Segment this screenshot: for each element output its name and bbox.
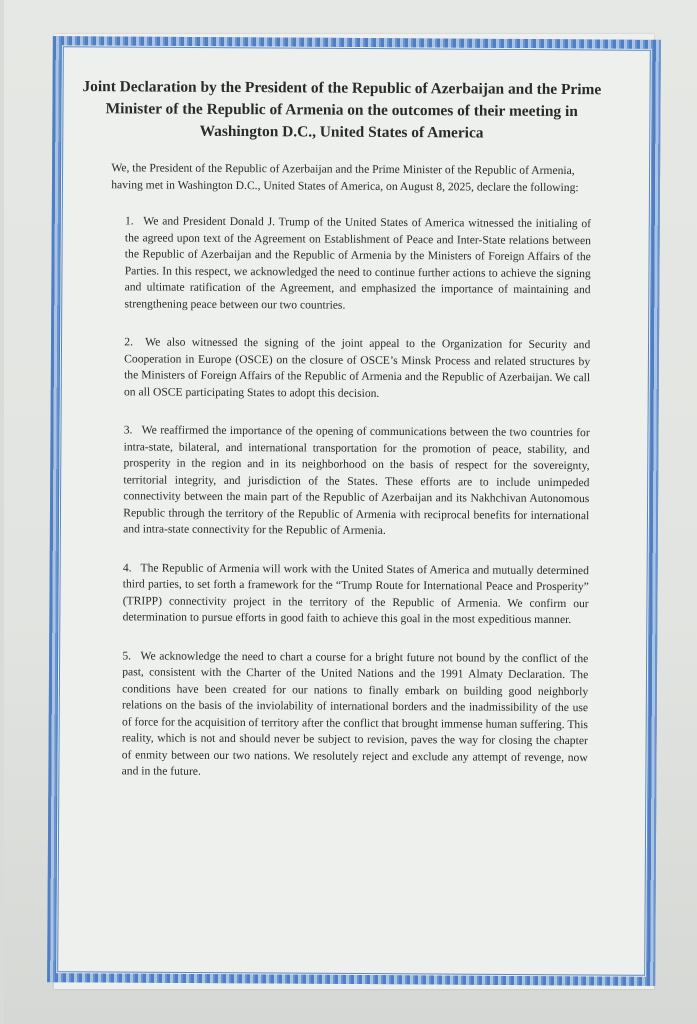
- paragraph-5: [122, 648, 589, 783]
- paragraph-number: 4.: [122, 560, 132, 574]
- document-title: Joint Declaration by the President of the Republic of Azerbaijan and the Prime Minister of the Republic of Armenia on the outcomes of their meeting in Washington D.C., United States of America: [82, 78, 602, 142]
- paragraph-text: We and President Donald J. Trump of the United States of America witnessed the initialing of the agreed upon text of the Agreement on Establishment of Peace and Inter-State relations between the Republic of Azerbaijan and the Republic of Armenia by the Ministers of Foreign Affairs of the Parties. In this respect, we acknowledged the need to continue further actions to achieve the signing and ultimate ratification of the Agreement, and emphasized the importance of maintaining and strengthening peace between our two countries.: [124, 214, 592, 312]
- intro-paragraph: We, the President of the Republic of Azerbaijan and the Prime Minister of the Republic of Armenia, having met in Washington D.C., United States of America, on August 8, 2025, declare the following:: [111, 161, 579, 194]
- paragraph-text: We acknowledge the need to chart a course for a bright future not bound by the conflict of the past, consistent with the Charter of the United Nations and the 1991 Almaty Declaration. The conditions have been created for our nations to finally embark on building good neighborly relations on the basis of the inviolability of international borders and the inadmissibility of the use of force for the acquisition of territory after the conflict that brought immense human suffering. This reality, which is not and should never be subject to revision, paves the way for closing the chapter of enmity between our two nations. We resolutely reject and exclude any attempt of revenge, now and in the future.: [121, 648, 589, 778]
- paragraph-3: [123, 422, 590, 540]
- paragraph-2: [124, 334, 590, 403]
- paragraph-number: 1.: [124, 214, 134, 228]
- paragraph-1: [124, 213, 591, 315]
- paragraph-4: [123, 560, 589, 629]
- paragraph-text: We reaffirmed the importance of the opening of communications between the two countries for intra-state, bilateral, and international transportation for the promotion of peace, stability, and prosperity in the region and in its neighborhood on the basis of respect for the sovereignty, territorial integrity, and jurisdiction of the States. These efforts are to include unimpeded connectivity between the main part of the Republic of Azerbaijan and its Nakhchivan Autonomous Republic through the territory of the Republic of Armenia with reciprocal benefits for international and intra-state connectivity for the Republic of Armenia.: [123, 423, 590, 537]
- paragraph-text: We also witnessed the signing of the joint appeal to the Organization for Security and Cooperation in Europe (OSCE) on the closure of OSCE’s Minsk Process and related structures by the Ministers of Foreign Affairs of the Republic of Armenia and the Republic of Azerbaijan. We call on all OSCE participating States to adopt this decision.: [123, 335, 591, 400]
- paragraph-number: 5.: [122, 648, 132, 662]
- paragraph-number: 2.: [124, 335, 134, 349]
- paragraph-text: The Republic of Armenia will work with the United States of America and mutually determined third parties, to set forth a framework for the “Trump Route for International Peace and Prosperity” (TRIPP) connectivity project in the territory of the Republic of Armenia. We confirm our determination to pursue efforts in good faith to achieve this goal in the most expeditious manner.: [122, 560, 589, 627]
- document-content: [67, 62, 612, 805]
- paragraph-number: 3.: [123, 423, 133, 437]
